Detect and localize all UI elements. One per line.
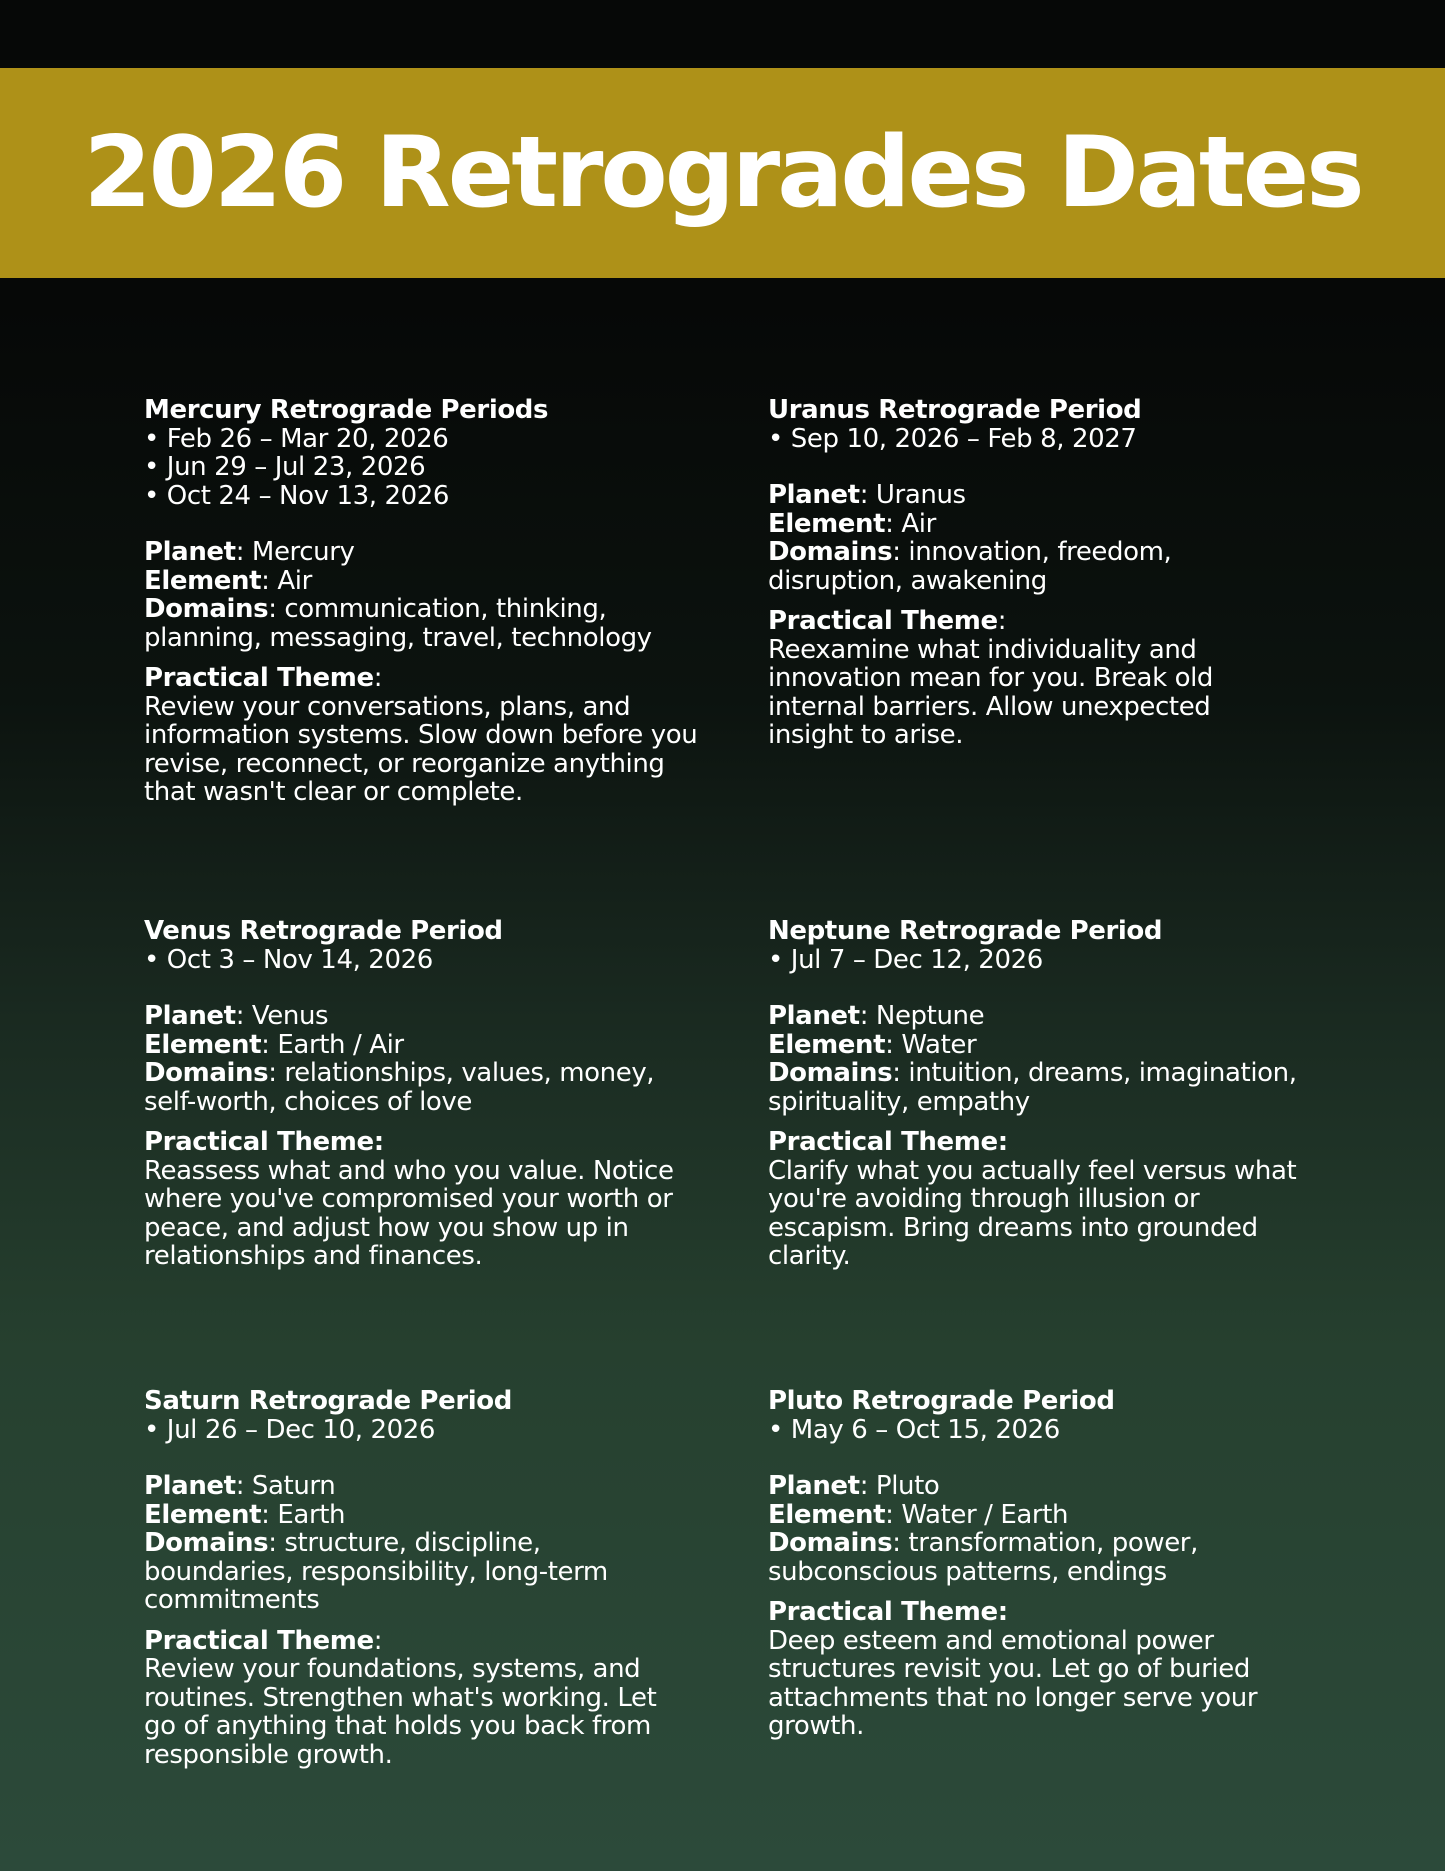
domains-label: Domains — [768, 1528, 893, 1558]
theme-suffix: : — [373, 1625, 383, 1656]
planet-row — [144, 1472, 724, 1501]
title-banner — [0, 68, 1445, 278]
theme-heading — [144, 1128, 724, 1157]
planet-label: Planet — [768, 1001, 860, 1031]
theme-label: Practical Theme — [768, 606, 998, 636]
element-row — [144, 1031, 724, 1060]
domains-value: : relationships, values, money, self-worth, choices of love — [144, 1058, 655, 1117]
element-value: : Air — [261, 565, 312, 596]
element-label: Element — [144, 1499, 262, 1530]
theme-heading — [768, 607, 1308, 636]
theme-suffix: : — [373, 663, 383, 693]
element-value: : Earth / Air — [261, 1029, 404, 1060]
card-heading: Pluto Retrograde Period — [768, 1386, 1115, 1416]
card-heading: Saturn Retrograde Period — [144, 1386, 512, 1416]
theme-heading — [768, 1128, 1308, 1157]
theme-text: Review your foundations, systems, and routines. Strengthen what's working. Let go of anything that holds you back from responsible growth. — [144, 1654, 657, 1770]
theme-text: Review your conversations, plans, and information systems. Slow down before you revise, reconnect, or reorganize anything that wasn't clear or complete. — [144, 691, 698, 807]
domains-value: : communication, thinking, planning, messaging, travel, technology — [144, 594, 652, 653]
theme-label: Practical Theme — [144, 663, 374, 693]
domains-row — [768, 1529, 1238, 1586]
element-label: Element — [768, 508, 886, 539]
theme-label: Practical Theme — [768, 1127, 998, 1157]
planet-value: : Venus — [235, 1001, 329, 1031]
retrograde-card-saturn — [144, 1387, 724, 1769]
planet-row — [144, 538, 724, 567]
theme-suffix: : — [373, 1127, 384, 1157]
date-range: • Oct 24 – Nov 13, 2026 — [144, 480, 450, 511]
card-heading: Mercury Retrograde Periods — [144, 395, 549, 425]
theme-heading — [144, 664, 724, 693]
card-heading: Neptune Retrograde Period — [768, 916, 1163, 946]
theme-label: Practical Theme — [144, 1127, 374, 1157]
planet-label: Planet — [768, 1471, 860, 1501]
element-label: Element — [144, 1029, 262, 1060]
theme-label: Practical Theme — [768, 1597, 998, 1627]
theme-text: Deep esteem and emotional power structures revisit you. Let go of buried attachments that no longer serve your growth. — [768, 1625, 1258, 1741]
domains-label: Domains — [768, 1058, 893, 1088]
planet-value: : Pluto — [859, 1471, 940, 1501]
retrograde-card-mercury — [144, 396, 724, 807]
planet-row — [144, 1002, 724, 1031]
card-heading: Uranus Retrograde Period — [768, 395, 1142, 425]
date-range: • Jun 29 – Jul 23, 2026 — [144, 452, 426, 482]
planet-label: Planet — [768, 480, 860, 510]
theme-heading — [144, 1627, 724, 1656]
domains-label: Domains — [144, 1528, 269, 1558]
planet-row — [768, 1472, 1308, 1501]
retrograde-card-uranus — [768, 396, 1308, 750]
retrograde-card-pluto — [768, 1387, 1308, 1741]
retrograde-card-neptune — [768, 917, 1308, 1271]
theme-text: Reassess what and who you value. Notice where you've compromised your worth or peace, and adjust how you show up in relationships and finances. — [144, 1155, 674, 1271]
theme-label: Practical Theme — [144, 1625, 374, 1656]
domains-row — [144, 595, 724, 652]
element-row — [768, 510, 1308, 539]
element-label: Element — [768, 1029, 886, 1060]
date-range: • Oct 3 – Nov 14, 2026 — [144, 944, 433, 975]
planet-value: : Mercury — [235, 537, 355, 567]
element-value: : Air — [885, 508, 936, 539]
domains-value: : transformation, power, subconscious patterns, endings — [768, 1528, 1198, 1587]
date-range: • May 6 – Oct 15, 2026 — [768, 1414, 1060, 1445]
planet-label: Planet — [144, 537, 236, 567]
domains-row — [144, 1529, 649, 1615]
date-range: • Jul 26 – Dec 10, 2026 — [144, 1414, 436, 1445]
retrograde-card-venus — [144, 917, 724, 1271]
domains-row — [768, 1059, 1308, 1116]
theme-text: Reexamine what individuality and innovation mean for you. Break old internal barriers. Allow unexpected insight to arise. — [768, 634, 1214, 750]
theme-heading — [768, 1598, 1308, 1627]
planet-label: Planet — [144, 1001, 236, 1031]
domains-row — [144, 1059, 704, 1116]
date-range: • Jul 7 – Dec 12, 2026 — [768, 944, 1043, 975]
element-label: Element — [144, 565, 262, 596]
domains-value: : intuition, dreams, imagination, spirituality, empathy — [768, 1058, 1297, 1117]
element-row — [768, 1031, 1308, 1060]
theme-suffix: : — [997, 606, 1007, 636]
theme-text: Clarify what you actually feel versus what you're avoiding through illusion or escapism. Bring dreams into grounded clarity. — [768, 1155, 1297, 1271]
planet-row — [768, 1002, 1308, 1031]
card-heading: Venus Retrograde Period — [144, 916, 503, 946]
planet-value: : Uranus — [859, 480, 966, 510]
domains-label: Domains — [144, 594, 269, 624]
element-row — [144, 567, 724, 596]
domains-row — [768, 538, 1198, 595]
element-row — [768, 1501, 1308, 1530]
date-range: • Feb 26 – Mar 20, 2026 — [144, 423, 449, 454]
element-value: : Water — [885, 1029, 977, 1060]
page-title: 2026 Retrogrades Dates — [83, 116, 1362, 230]
domains-value: : innovation, freedom, disruption, awakening — [768, 537, 1172, 596]
planet-value: : Neptune — [859, 1001, 985, 1031]
domains-label: Domains — [768, 537, 893, 567]
theme-suffix: : — [997, 1597, 1008, 1627]
theme-suffix: : — [997, 1127, 1008, 1157]
domains-value: : structure, discipline, boundaries, responsibility, long-term commitments — [144, 1528, 608, 1615]
element-row — [144, 1501, 724, 1530]
domains-label: Domains — [144, 1058, 269, 1088]
date-range: • Sep 10, 2026 – Feb 8, 2027 — [768, 423, 1137, 454]
planet-label: Planet — [144, 1471, 236, 1501]
element-value: : Earth — [261, 1499, 346, 1530]
element-value: : Water / Earth — [885, 1499, 1069, 1530]
planet-row — [768, 481, 1308, 510]
planet-value: : Saturn — [235, 1471, 336, 1501]
element-label: Element — [768, 1499, 886, 1530]
